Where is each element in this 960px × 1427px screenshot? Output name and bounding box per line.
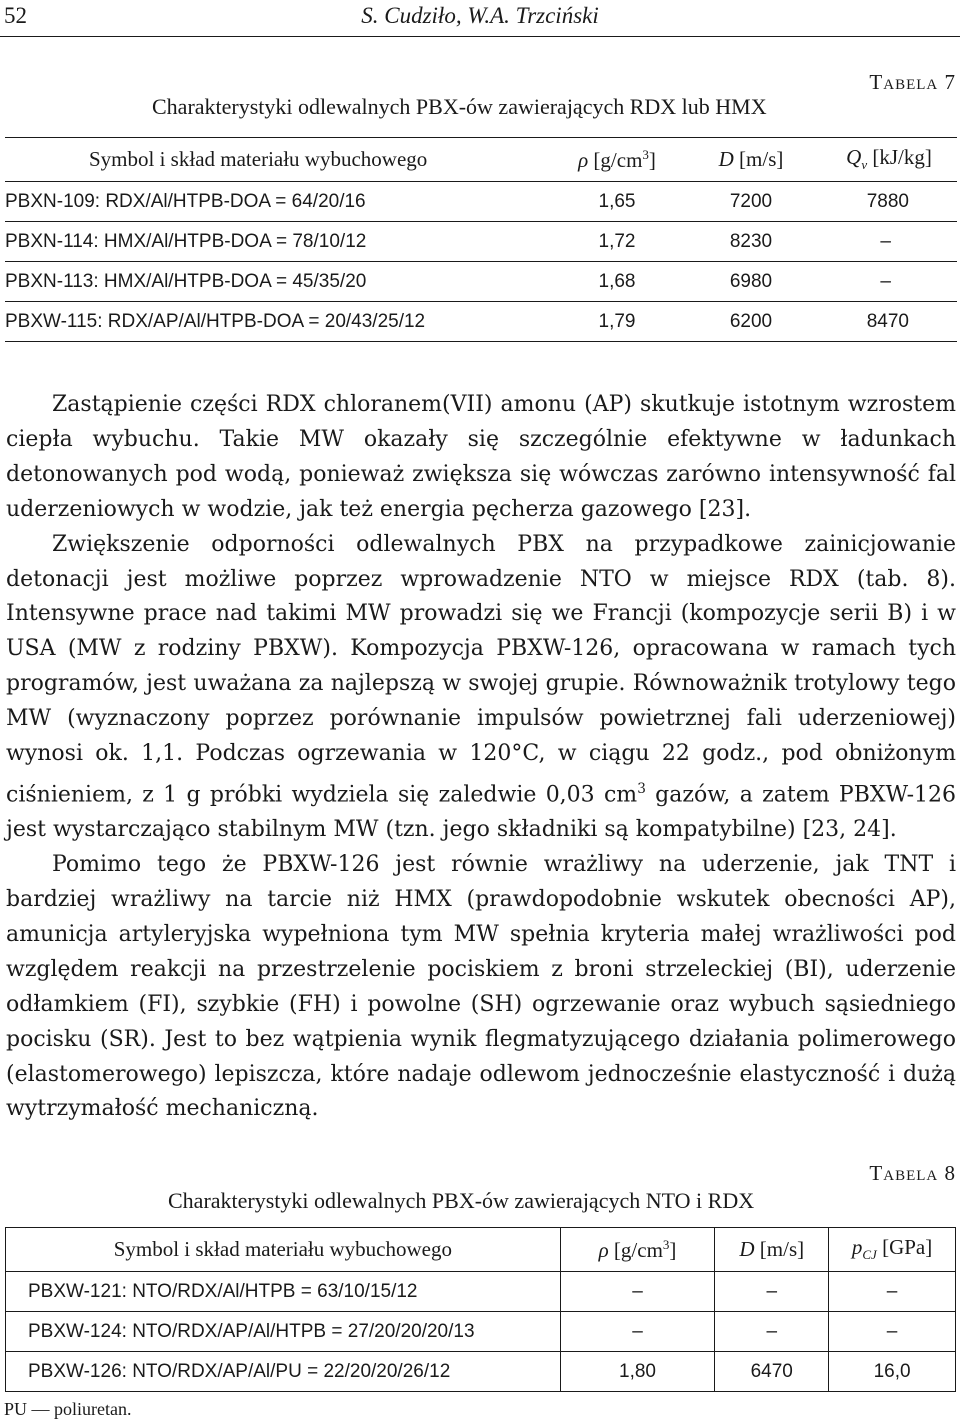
paragraph-2: Zwiększenie odporności odlewalnych PBX na przypadkowe zainicjowanie detonacji jest możliwe poprzez wprowadzenie NTO w miejsce RDX (tab. 8). Intensywne prace nad takimi MW prowadzi się we Francji (kompozycje serii B) i w USA (MW z rodziny PBXW). Kompozycja PBXW-126, opracowana w ramach tych programów, jest uważana za najlepszą w swojej grupie. Równoważnik trotylowy tego MW (wyznaczony poprzez porównanie impulsów powietrznej fali uderzeniowej) wynosi ok. 1,1. Podczas ogrzewania w 120°C, w ciągu 22 godz., pod obniżonym ciśnieniem, z 1 g próbki wydziela się zaledwie 0,03 $cm^3$ gazów, a zatem PBXW-126 jest wystarczająco stabilnym MW (tzn. jego składniki są kompatybilne) [23, 24]. xyxy=(6,531,956,843)
table-7-label: Tabela 7 xyxy=(869,70,956,94)
table-8-header-row xyxy=(6,1228,956,1272)
paragraph-3: Pomimo tego że PBXW-126 jest równie wrażliwy na uderzenie, jak TNT i bardziej wrażliwy na tarcie niż HMX (prawdopodobnie wskutek obecności AP), amunicja artyleryjska wypełniona tym MW spełnia kryteria małej wrażliwości pod względem reakcji na przestrzelenie pociskiem z broni strzeleckiej (BI), uderzenie odłamkiem (FI), szybkie (FH) i powolne (SH) ogrzewanie oraz wybuch sąsiedniego pocisku (SR). Jest to bez wątpienia wynik flegmatyzującego działania polimerowego (elastomerowego) lepiszcza, które nadaje odlewom jednocześnie elastyczność i dużą wytrzymałość mechaniczną. xyxy=(6,852,956,1122)
table-cell-q: 8470 xyxy=(866,310,909,332)
table-row xyxy=(5,182,957,222)
page-number: 52 xyxy=(4,3,27,28)
table-cell-d: – xyxy=(715,1312,829,1352)
table-cell-rho: 1,79 xyxy=(598,310,636,332)
body-text xyxy=(6,388,956,1127)
table-row xyxy=(6,1312,956,1352)
table-cell-rho: 1,80 xyxy=(560,1352,715,1392)
table-cell-rho: 1,72 xyxy=(553,222,681,262)
table-8-label: Tabela 8 xyxy=(869,1161,956,1185)
table-row xyxy=(5,302,957,342)
table-cell-p: – xyxy=(829,1272,956,1312)
table-cell-d: – xyxy=(715,1272,829,1312)
table-row xyxy=(5,262,957,302)
table-cell-symbol: PBXN-109: RDX/Al/HTPB-DOA = 64/20/16 xyxy=(5,182,553,222)
table-7-col-symbol: Symbol i skład materiału wybuchowego xyxy=(5,138,553,182)
table-8-col-symbol: Symbol i skład materiału wybuchowego xyxy=(6,1228,561,1272)
table-cell-p: 16,0 xyxy=(829,1352,956,1392)
table-8 xyxy=(5,1227,956,1392)
table-row xyxy=(6,1352,956,1392)
paragraph-1: Zastąpienie części RDX chloranem(VII) amonu (AP) skutkuje istotnym wzrostem ciepła wybuchu. Takie MW okazały się szczególnie efektywne w ładunkach detonowanych pod wodą, ponieważ zwiększa się wówczas zarówno intensywność fal uderzeniowych w wodzie, jak też energia pęcherza gazowego [23]. xyxy=(6,392,956,522)
table-row xyxy=(6,1272,956,1312)
table-cell-d: 8230 xyxy=(681,222,821,262)
table-8-col-rho: ρ $[g/cm^3]$ xyxy=(560,1228,715,1272)
table-cell-rho: 1,68 xyxy=(553,262,681,302)
table-7-col-rho: ρ $[g/cm^3]$ xyxy=(553,138,681,182)
table-cell-rho: 1,65 xyxy=(553,182,681,222)
table-cell-d: 7200 xyxy=(681,182,821,222)
table-cell-q: – xyxy=(821,222,957,262)
running-title: S. Cudziło, W.A. Trzciński xyxy=(361,3,599,28)
table-7-caption: Charakterystyki odlewalnych PBX-ów zawierających RDX lub HMX xyxy=(152,94,767,119)
table-7-col-d: D [m/s] xyxy=(681,138,821,182)
table-cell-d: 6470 xyxy=(715,1352,829,1392)
table-cell-d: 6980 xyxy=(681,262,821,302)
table-cell-p: – xyxy=(829,1312,956,1352)
table-cell-symbol: PBXN-113: HMX/Al/HTPB-DOA = 45/35/20 xyxy=(5,262,553,302)
table-cell-q: 7880 xyxy=(821,182,957,222)
table-cell-symbol: PBXW-126: NTO/RDX/AP/Al/PU = 22/20/20/26/12 xyxy=(6,1352,561,1392)
page-header xyxy=(0,0,960,34)
table-cell-symbol: PBXW-124: NTO/RDX/AP/Al/HTPB = 27/20/20/20/13 xyxy=(6,1312,561,1352)
table-7-col-q: $Q_v$ [kJ/kg] xyxy=(821,138,957,182)
table-cell-rho: – xyxy=(560,1272,715,1312)
table-cell-symbol: PBXW-121: NTO/RDX/Al/HTPB = 63/10/15/12 xyxy=(6,1272,561,1312)
table-7-header-row xyxy=(5,138,957,182)
table-cell-symbol: PBXN-114: HMX/Al/HTPB-DOA = 78/10/12 xyxy=(5,222,553,262)
table-cell-d: 6200 xyxy=(729,310,773,332)
table-7 xyxy=(5,137,957,342)
table-cell-symbol: PBXW-115: RDX/AP/Al/HTPB-DOA = 20/43/25/12 xyxy=(5,310,426,332)
table-cell-rho: – xyxy=(560,1312,715,1352)
table-8-col-p: $p_{CJ}$ [GPa] xyxy=(829,1228,956,1272)
table-8-caption: Charakterystyki odlewalnych PBX-ów zawierających NTO i RDX xyxy=(168,1188,755,1213)
table-8-col-d: D [m/s] xyxy=(715,1228,829,1272)
table-row xyxy=(5,222,957,262)
header-rule xyxy=(0,36,960,37)
table-8-footnote: PU — poliuretan. xyxy=(4,1399,132,1419)
table-cell-q: – xyxy=(821,262,957,302)
